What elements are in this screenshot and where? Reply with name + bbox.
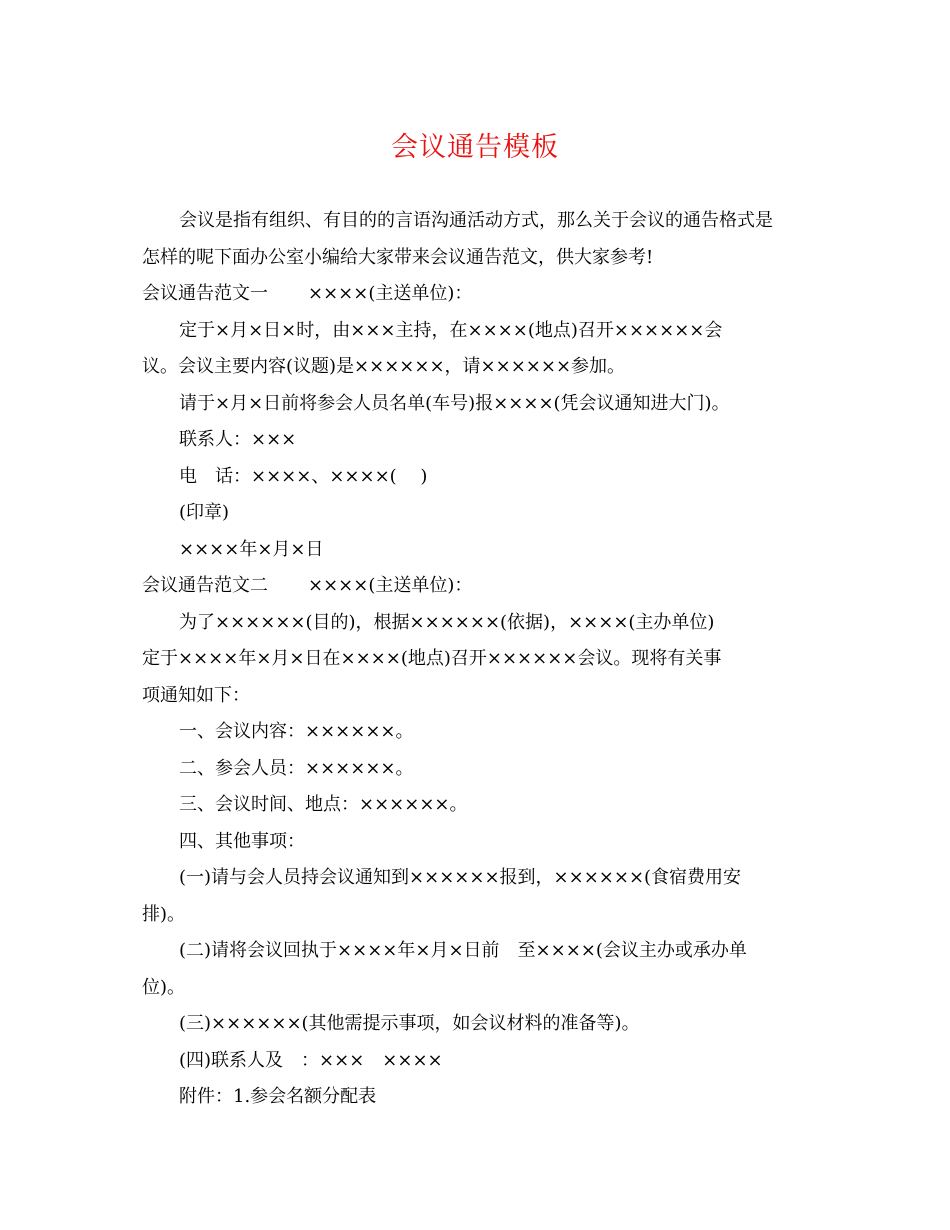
sample-2-heading: 会议通告范文二 [142,575,268,596]
sample-2-sub-2-line-2: 位)。 [142,976,186,998]
sample-2-attachment: 附件：1.参会名额分配表 [179,1086,377,1107]
sample-1-heading-line [142,276,810,313]
sample-2-para-1-line-1: 为了××××××(目的)，根据××××××(依据)，××××(主办单位) [179,611,715,633]
sample-2-item-4: 四、其他事项： [179,830,305,852]
sample-2-para-1-line-3: 项通知如下： [142,684,250,706]
sample-1-para-1-line-1: 定于×月×日×时，由×××主持，在××××(地点)召开××××××会 [179,319,723,341]
sample-2-item-3: 三、会议时间、地点：××××××。 [179,794,468,815]
sample-1-seal: (印章) [179,502,230,523]
sample-2-heading-line [142,568,810,605]
intro-line-1: 会议是指有组织、有目的的言语沟通活动方式，那么关于会议的通告格式是 [179,210,773,231]
sample-1-phone: 电 话：××××、××××( ) [179,465,428,487]
sample-1-date: ××××年×月×日 [179,538,324,560]
intro-line-2: 怎样的呢下面办公室小编给大家带来会议通告范文，供大家参考! [142,246,654,268]
sample-2-para-1-line-2: 定于××××年×月×日在××××(地点)召开××××××会议。现将有关事 [142,648,722,669]
sample-1-addressee: ××××(主送单位)： [308,283,473,304]
sample-2-item-2: 二、参会人员：××××××。 [179,757,414,779]
sample-2-sub-4: (四)联系人及 ：××× ×××× [179,1049,443,1071]
sample-1-para-1-line-2: 议。会议主要内容(议题)是××××××，请××××××参加。 [142,356,626,377]
sample-2-addressee: ××××(主送单位)： [308,575,473,596]
sample-1-para-2: 请于×月×日前将参会人员名单(车号)报××××(凭会议通知进大门)。 [179,392,730,414]
sample-2-item-1: 一、会议内容：××××××。 [179,721,414,742]
sample-2-sub-1-line-2: 排)。 [142,903,186,925]
sample-2-sub-3: (三)××××××(其他需提示事项，如会议材料的准备等)。 [179,1013,640,1034]
sample-1-heading: 会议通告范文一 [142,283,268,304]
sample-2-sub-2-line-1: (二)请将会议回执于××××年×月×日前 至××××(会议主办或承办单 [179,940,747,961]
document-body [142,203,810,1116]
page-title: 会议通告模板 [391,132,559,163]
sample-2-sub-1-line-1: (一)请与会人员持会议通知到××××××报到，××××××(食宿费用安 [179,867,742,888]
sample-1-contact: 联系人：××× [179,429,297,450]
